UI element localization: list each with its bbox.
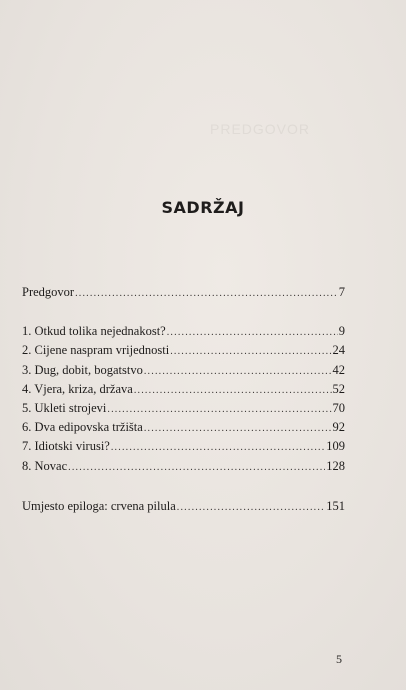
dot-leader [107,400,331,419]
toc-entry-page: 128 [326,458,345,473]
toc-entry-label: 7. Idiotski virusi? [22,439,110,454]
toc-entry-chapter-7 [22,437,345,456]
toc-entry-label: 8. Novac [22,458,68,473]
dot-leader [111,438,325,457]
toc-entry-page: 7 [338,285,345,299]
toc-entry-page: 24 [332,343,345,358]
dot-leader [134,381,332,400]
toc-entry-epilogue [22,497,345,516]
toc-entry-chapter-1 [22,322,345,341]
dot-leader [75,284,338,303]
toc-entry-chapter-3 [22,361,345,380]
toc-entry-label: Umjesto epiloga: crvena pilula [22,498,176,513]
dot-leader [144,419,332,438]
toc-entry-label: 1. Otkud tolika nejednakost? [22,324,166,339]
toc-entry-label: 5. Ukleti strojevi [22,400,107,415]
page-number: 5 [336,652,342,666]
dot-leader [68,458,325,477]
toc-entry-chapter-8 [22,457,345,476]
dot-leader [144,362,332,381]
toc-entry-page: 70 [332,400,345,415]
table-of-contents [22,283,345,516]
dot-leader [177,498,325,517]
toc-entry-label: Predgovor [22,285,75,299]
toc-entry-label: 6. Dva edipovska tržišta [22,420,143,435]
toc-entry-label: 4. Vjera, kriza, država [22,381,133,396]
show-through-heading: PREDGOVOR [210,121,311,137]
dot-leader [170,342,331,361]
toc-entry-page: 109 [326,439,345,454]
dot-leader [167,323,338,342]
page-title: SADRŽAJ [161,198,245,217]
toc-entry-page: 42 [332,362,345,377]
toc-entry-preface [22,283,345,302]
toc-entry-chapter-6 [22,418,345,437]
toc-entry-label: 2. Cijene naspram vrijednosti [22,343,170,358]
toc-entry-page: 9 [338,324,345,339]
toc-entry-chapter-2 [22,341,345,360]
toc-entry-page: 52 [332,381,345,396]
toc-entry-chapter-4 [22,380,345,399]
toc-entry-page: 151 [326,498,345,513]
toc-entry-chapter-5 [22,399,345,418]
toc-entry-page: 92 [332,420,345,435]
toc-entry-label: 3. Dug, dobit, bogatstvo [22,362,143,377]
